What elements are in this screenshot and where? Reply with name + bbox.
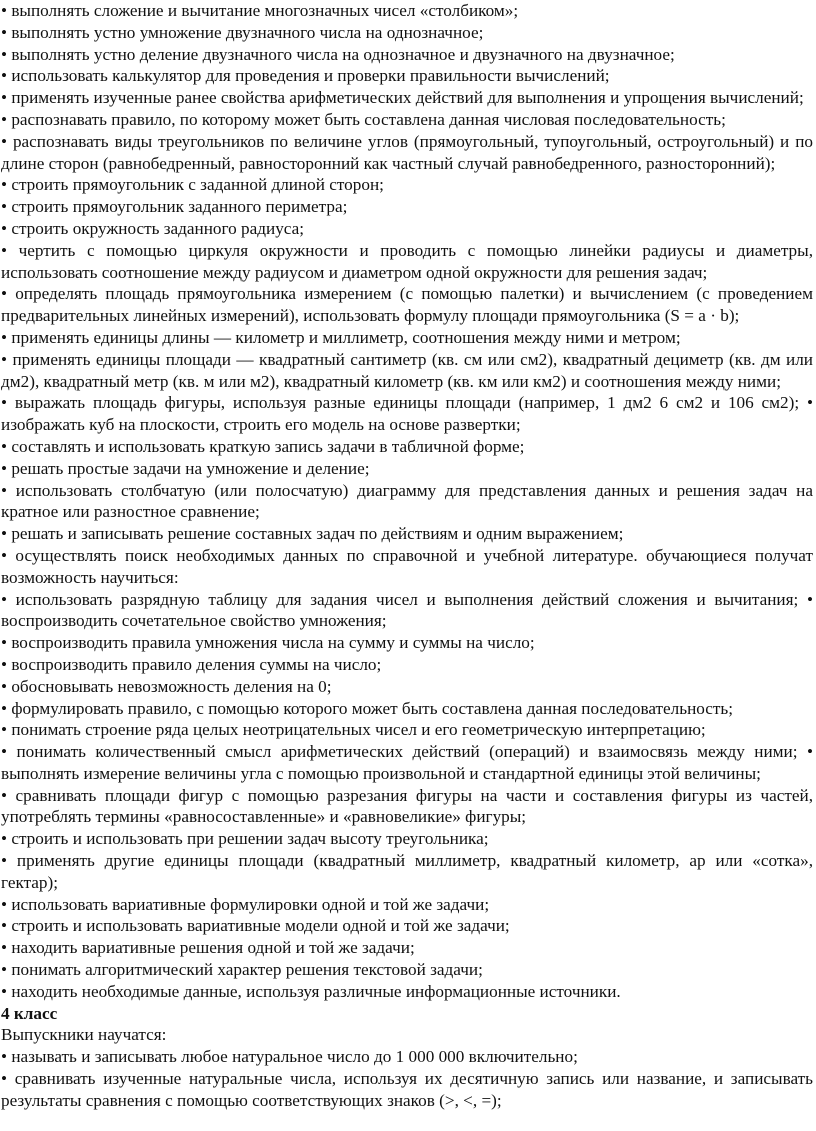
- section-intro: Выпускники научатся:: [1, 1025, 167, 1045]
- list-item: • понимать алгоритмический характер решения текстовой задачи;: [1, 960, 483, 980]
- list-item: • понимать строение ряда целых неотрицательных чисел и его геометрическую интерпретацию;: [1, 720, 706, 740]
- list-item: • выражать площадь фигуры, используя разные единицы площади (например, 1 дм2 6 см2 и 106 см2); • изображать куб на плоскости, строить его модель на основе развертки;: [1, 393, 813, 435]
- list-item: • использовать вариативные формулировки одной и той же задачи;: [1, 894, 490, 914]
- list-item: • строить и использовать вариативные модели одной и той же задачи;: [1, 916, 510, 936]
- list-item: • выполнять устно деление двузначного числа на однозначное и двузначного на двузначное;: [1, 44, 675, 64]
- list-item: • применять единицы длины — километр и миллиметр, соотношения между ними и метром;: [1, 327, 681, 347]
- section-heading: 4 класс: [1, 1003, 58, 1023]
- list-item: • выполнять сложение и вычитание многозначных чисел «столбиком»;: [1, 1, 519, 20]
- list-item: • строить прямоугольник заданного периметра;: [1, 197, 348, 217]
- list-item: • использовать калькулятор для проведения и проверки правильности вычислений;: [1, 66, 610, 86]
- list-item: • сравнивать изученные натуральные числа, используя их десятичную запись или название, и записывать результаты сравнения с помощью соответствующих знаков (>, <, =);: [1, 1069, 813, 1110]
- list-item: • определять площадь прямоугольника измерением (с помощью палетки) и вычислением (с проведением предварительных линейных измерений), использовать формулу площади прямоугольника (S = a · b);: [1, 284, 813, 326]
- list-item: • обосновывать невозможность деления на 0;: [1, 676, 332, 696]
- list-item: • применять другие единицы площади (квадратный миллиметр, квадратный километр, ар или «сотка», гектар);: [1, 851, 813, 892]
- list-item: • использовать столбчатую (или полосчатую) диаграмму для представления данных и решения задач на кратное или разностное сравнение;: [1, 480, 813, 522]
- list-item: • формулировать правило, с помощью которого может быть составлена данная последовательность;: [1, 698, 734, 718]
- list-item: • понимать количественный смысл арифметических действий (операций) и взаимосвязь между ними; • выполнять измерение величины угла с помощью произвольной и стандартной единицы этой величины;: [1, 742, 813, 783]
- list-item: • строить и использовать при решении задач высоту треугольника;: [1, 829, 489, 849]
- list-item: • строить прямоугольник с заданной длиной сторон;: [1, 175, 384, 195]
- list-item: • составлять и использовать краткую запись задачи в табличной форме;: [1, 436, 525, 456]
- list-item: • решать и записывать решение составных задач по действиям и одним выражением;: [1, 524, 624, 544]
- list-item: • сравнивать площади фигур с помощью разрезания фигуры на части и составления фигуры из частей, употреблять термины «равносоставленные» и «равновеликие» фигуры;: [1, 785, 813, 827]
- list-item: • распознавать правило, по которому может быть составлена данная числовая последовательность;: [1, 109, 726, 129]
- list-item: • распознавать виды треугольников по величине углов (прямоугольный, тупоугольный, остроугольный) и по длине сторон (равнобедренный, равносторонний как частный случай равнобедренного, разносторонний);: [1, 131, 813, 173]
- list-item: • выполнять устно умножение двузначного числа на однозначное;: [1, 22, 484, 42]
- list-item: • применять единицы площади — квадратный сантиметр (кв. см или см2), квадратный дециметр (кв. дм или дм2), квадратный метр (кв. м или м2), квадратный километр (кв. км или км2) и соотношения между ними;: [1, 349, 813, 391]
- list-item: • находить вариативные решения одной и той же задачи;: [1, 938, 415, 958]
- list-item: • воспроизводить правила умножения числа на сумму и суммы на число;: [1, 633, 535, 653]
- list-item: • решать простые задачи на умножение и деление;: [1, 458, 370, 478]
- list-item: • осуществлять поиск необходимых данных по справочной и учебной литературе. обучающиеся получат возможность научиться:: [1, 545, 813, 587]
- list-item: • называть и записывать любое натуральное число до 1 000 000 включительно;: [1, 1047, 578, 1067]
- list-item: • воспроизводить правило деления суммы на число;: [1, 654, 382, 674]
- list-item: • находить необходимые данные, используя различные информационные источники.: [1, 981, 621, 1001]
- list-item: • использовать разрядную таблицу для задания чисел и выполнения действий сложения и вычитания; • воспроизводить сочетательное свойство умножения;: [1, 589, 813, 631]
- list-item: • чертить с помощью циркуля окружности и проводить с помощью линейки радиусы и диаметры, использовать соотношение между радиусом и диаметром одной окружности для решения задач;: [1, 240, 813, 282]
- list-item: • строить окружность заданного радиуса;: [1, 218, 305, 238]
- list-item: • применять изученные ранее свойства арифметических действий для выполнения и упрощения вычислений;: [1, 88, 804, 108]
